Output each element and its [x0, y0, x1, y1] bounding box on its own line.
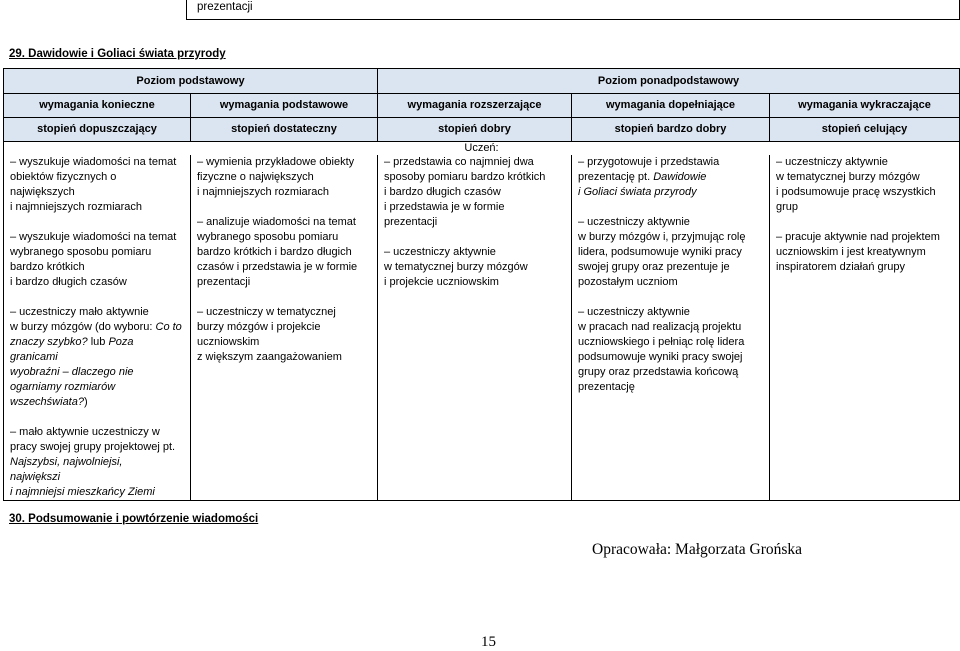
grade-header: stopień dostateczny — [191, 118, 378, 142]
grade-header: stopień bardzo dobry — [572, 118, 770, 142]
section-29-title: 29. Dawidowie i Goliaci świata przyrody — [9, 48, 226, 60]
requirement-header: wymagania podstawowe — [191, 94, 378, 118]
author-signature: Opracowała: Małgorzata Grońska — [592, 541, 803, 558]
level-basic-header: Poziom podstawowy — [4, 69, 378, 94]
requirement-text: – wyszukuje wiadomości na temat obiektów fizycznych o największych i najmniejszych rozmiarach — [10, 156, 177, 213]
requirement-text: – przedstawia co najmniej dwa sposoby pomiaru bardzo krótkich i bardzo długich czasów i przedstawia je w formie prezentacji — [384, 156, 546, 228]
requirement-cell-5 — [770, 155, 960, 501]
requirement-cell-2 — [191, 155, 378, 501]
requirement-text: – wyszukuje wiadomości na temat wybranego sposobu pomiaru bardzo krótkich i bardzo długich czasów — [10, 231, 177, 288]
requirement-text: – uczestniczy w tematycznej burzy mózgów i projekcie uczniowskim z większym zaangażowaniem — [197, 306, 342, 363]
page-number: 15 — [481, 634, 496, 650]
grade-header: stopień dopuszczający — [4, 118, 191, 142]
requirement-header: wymagania rozszerzające — [378, 94, 572, 118]
requirement-text: – uczestniczy aktywnie w tematycznej burzy mózgów i podsumowuje pracę wszystkich grup — [776, 156, 936, 213]
requirement-cell-4 — [572, 155, 770, 501]
grade-header: stopień celujący — [770, 118, 960, 142]
requirement-header: wymagania dopełniające — [572, 94, 770, 118]
requirement-header: wymagania wykraczające — [770, 94, 960, 118]
requirement-header: wymagania konieczne — [4, 94, 191, 118]
requirement-text: – uczestniczy aktywnie w burzy mózgów i, przyjmując rolę lidera, podsumowuje wyniki pracy swojej grupy oraz prezentuje je pozostałym uczniom — [578, 216, 746, 288]
requirement-text: – uczestniczy mało aktywnie w burzy mózgów (do wyboru: Co to znaczy szybko? lub Poza granicami wyobraźni – dlaczego nie ogarniamy rozmiarów wszechświata?) — [10, 306, 182, 408]
section-30-title: 30. Podsumowanie i powtórzenie wiadomości — [9, 513, 259, 525]
requirement-text: – analizuje wiadomości na temat wybranego sposobu pomiaru bardzo krótkich i bardzo długich czasów i przedstawia je w formie prezentacji — [197, 216, 358, 288]
requirements-table — [3, 68, 960, 501]
requirement-text: – przygotowuje i przedstawia prezentację pt. Dawidowie i Goliaci świata przyrody — [578, 156, 720, 198]
requirement-text: – wymienia przykładowe obiekty fizyczne o największych i najmniejszych rozmiarach — [197, 156, 355, 198]
previous-cell-text: prezentacji — [197, 1, 253, 13]
level-advanced-header: Poziom ponadpodstawowy — [378, 69, 960, 94]
requirement-text: – uczestniczy aktywnie w pracach nad realizacją projektu uczniowskiego i pełniąc rolę lidera podsumowuje wyniki pracy swojej grupy oraz przedstawia końcową prezentację — [578, 306, 745, 393]
grade-header: stopień dobry — [378, 118, 572, 142]
requirement-cell-1 — [4, 155, 191, 501]
requirement-cell-3 — [378, 155, 572, 501]
requirement-text: – uczestniczy aktywnie w tematycznej burzy mózgów i projekcie uczniowskim — [384, 246, 528, 288]
previous-table-cell — [186, 0, 960, 20]
requirement-text: – mało aktywnie uczestniczy w pracy swojej grupy projektowej pt. Najszybsi, najwolniejsi, największi i najmniejsi mieszkańcy Ziemi — [10, 426, 176, 498]
requirement-text: – pracuje aktywnie nad projektem uczniowskim i jest kreatywnym inspiratorem działań grupy — [776, 231, 940, 273]
student-label: Uczeń: — [464, 142, 499, 154]
